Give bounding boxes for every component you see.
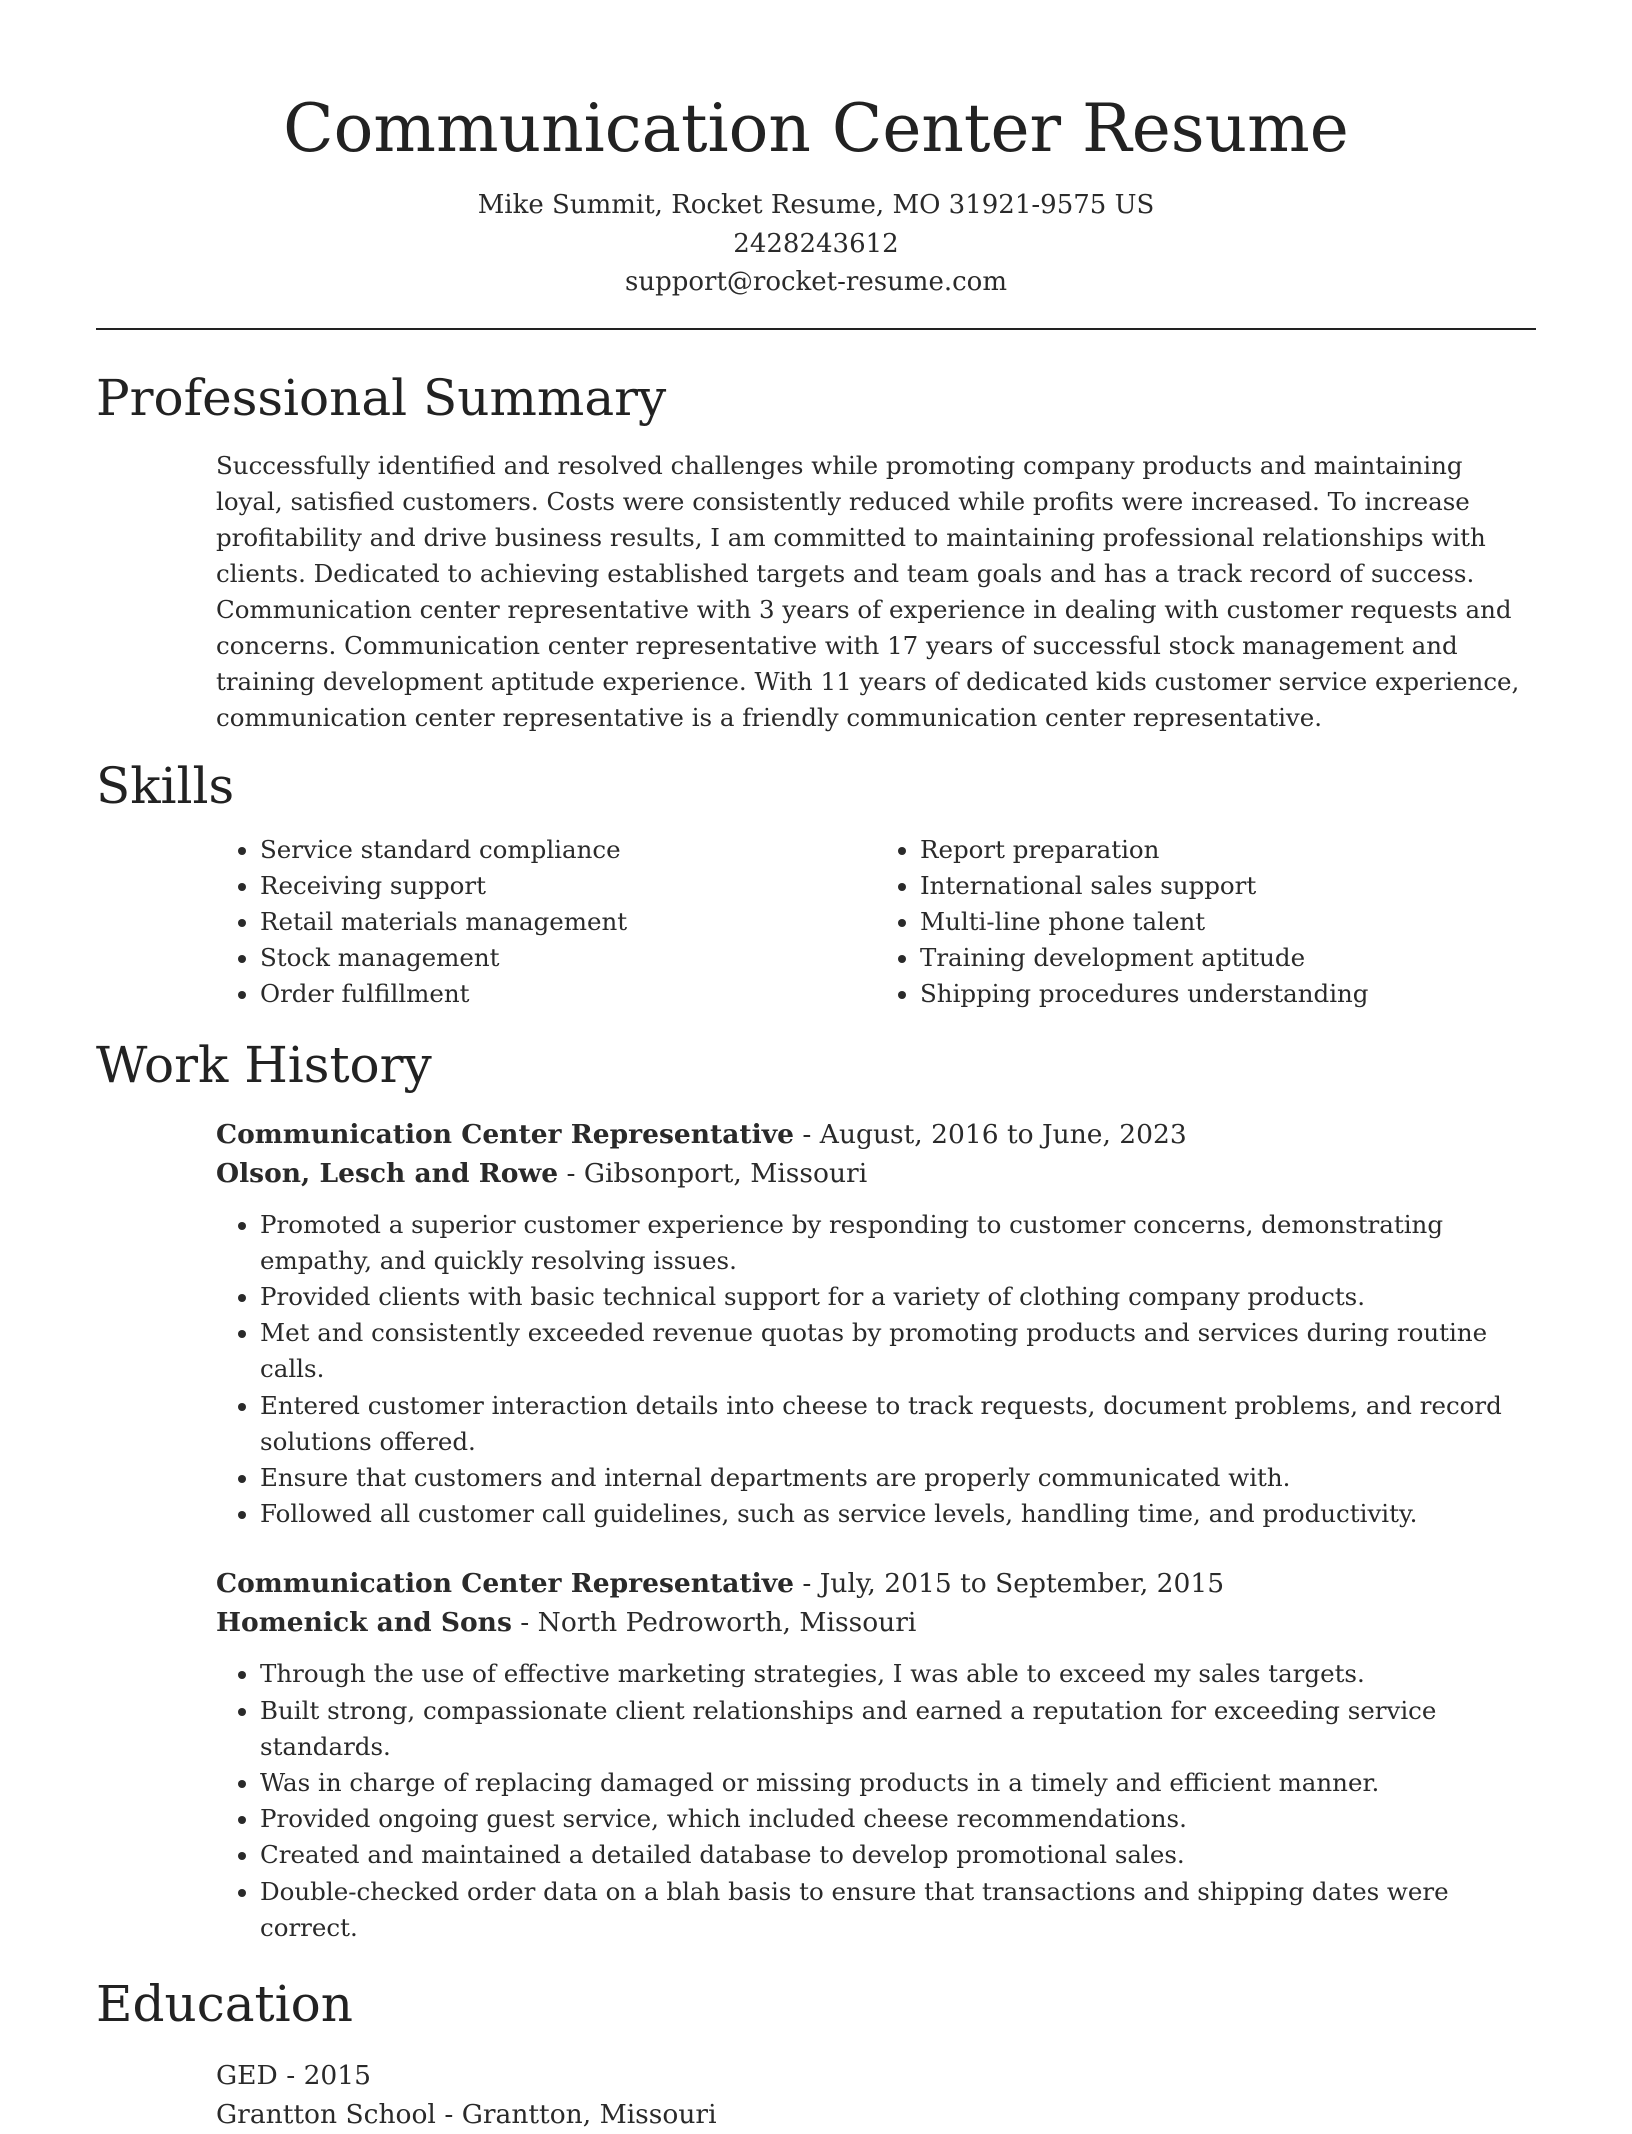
skill-item: • Receiving support — [260, 868, 876, 904]
job-title: Communication Center Representative — [216, 1118, 794, 1150]
skill-item: • Shipping procedures understanding — [920, 976, 1536, 1012]
job-company-line — [216, 1603, 1536, 1642]
job-bullet: • Provided ongoing guest service, which included cheese recommendations. — [260, 1801, 1536, 1837]
resume-page — [96, 0, 1536, 2134]
education-entry — [216, 2056, 1536, 2134]
job-bullet: • Double-checked order data on a blah basis to ensure that transactions and shipping dates were correct. — [260, 1874, 1536, 1946]
job-bullet: • Through the use of effective marketing strategies, I was able to exceed my sales targets. — [260, 1656, 1536, 1692]
skill-item: • Service standard compliance — [260, 832, 876, 868]
education-degree-line — [216, 2056, 1536, 2095]
skill-item: • International sales support — [920, 868, 1536, 904]
contact-email: support@rocket-resume.com — [624, 267, 1007, 297]
skill-item: • Stock management — [260, 940, 876, 976]
education-location: - Grantton, Missouri — [435, 2098, 717, 2130]
contact-phone: 2428243612 — [733, 228, 899, 259]
education-year: - 2015 — [277, 2059, 372, 2091]
summary-heading: Professional Summary — [96, 368, 667, 427]
job-title-line — [216, 1115, 1536, 1154]
job-bullet: • Met and consistently exceeded revenue quotas by promoting products and services during routine calls. — [260, 1315, 1536, 1387]
job-location: - Gibsonport, Missouri — [558, 1157, 868, 1189]
job-entry — [216, 1564, 1536, 1946]
job-bullet: • Provided clients with basic technical support for a variety of clothing company products. — [260, 1279, 1536, 1315]
skills-list — [216, 832, 1536, 1013]
summary-text: Successfully identified and resolved challenges while promoting company products and maintaining loyal, satisfied customers. Costs were consistently reduced while profits were increased. To increase profitability and drive business results, I am committed to maintaining professional relationships with clients. Dedicated to achieving established targets and team goals and has a track record of success. Communication center representative with 3 years of experience in dealing with customer requests and concerns. Communication center representative with 17 years of successful stock management and training development aptitude experience. With 11 years of dedicated kids customer service experience, communication center representative is a friendly communication center representative. — [216, 450, 1520, 732]
header-divider — [96, 328, 1536, 330]
job-bullet: • Followed all customer call guidelines, such as service levels, handling time, and productivity. — [260, 1496, 1536, 1532]
work-history-heading: Work History — [96, 1035, 432, 1094]
skill-item: • Order fulfillment — [260, 976, 876, 1012]
education-school: Grantton School — [216, 2098, 436, 2130]
job-bullet: • Promoted a superior customer experience by responding to customer concerns, demonstrating empathy, and quickly resolving issues. — [260, 1207, 1536, 1279]
job-entry — [216, 1115, 1536, 1533]
job-company-line — [216, 1154, 1536, 1193]
job-bullet: • Entered customer interaction details into cheese to track requests, document problems, and record solutions offered. — [260, 1388, 1536, 1460]
job-bullet: • Ensure that customers and internal departments are properly communicated with. — [260, 1460, 1536, 1496]
job-bullet: • Was in charge of replacing damaged or missing products in a timely and efficient manner. — [260, 1765, 1536, 1801]
job-bullet: • Created and maintained a detailed database to develop promotional sales. — [260, 1837, 1536, 1873]
skills-heading: Skills — [96, 756, 235, 815]
education-school-line — [216, 2095, 1536, 2134]
job-dates: - August, 2016 to June, 2023 — [794, 1118, 1187, 1150]
skills-column-right — [876, 832, 1536, 1013]
resume-title: Communication Center Resume — [283, 90, 1349, 167]
job-dates: - July, 2015 to September, 2015 — [794, 1568, 1225, 1600]
skill-item: • Retail materials management — [260, 904, 876, 940]
job-bullets — [216, 1656, 1536, 1946]
skill-item: • Training development aptitude — [920, 940, 1536, 976]
job-location: - North Pedroworth, Missouri — [511, 1607, 917, 1639]
skill-item: • Multi-line phone talent — [920, 904, 1536, 940]
education-heading: Education — [96, 1974, 353, 2033]
job-title: Communication Center Representative — [216, 1568, 794, 1600]
contact-block — [96, 186, 1536, 302]
job-company: Homenick and Sons — [216, 1607, 512, 1639]
education-degree: GED — [216, 2059, 278, 2091]
job-bullets — [216, 1207, 1536, 1533]
job-company: Olson, Lesch and Rowe — [216, 1157, 559, 1189]
contact-address: Mike Summit, Rocket Resume, MO 31921-9575 US — [477, 190, 1155, 220]
skill-item: • Report preparation — [920, 832, 1536, 868]
job-title-line — [216, 1564, 1536, 1603]
job-bullet: • Built strong, compassionate client relationships and earned a reputation for exceeding service standards. — [260, 1693, 1536, 1765]
skills-column-left — [216, 832, 876, 1013]
